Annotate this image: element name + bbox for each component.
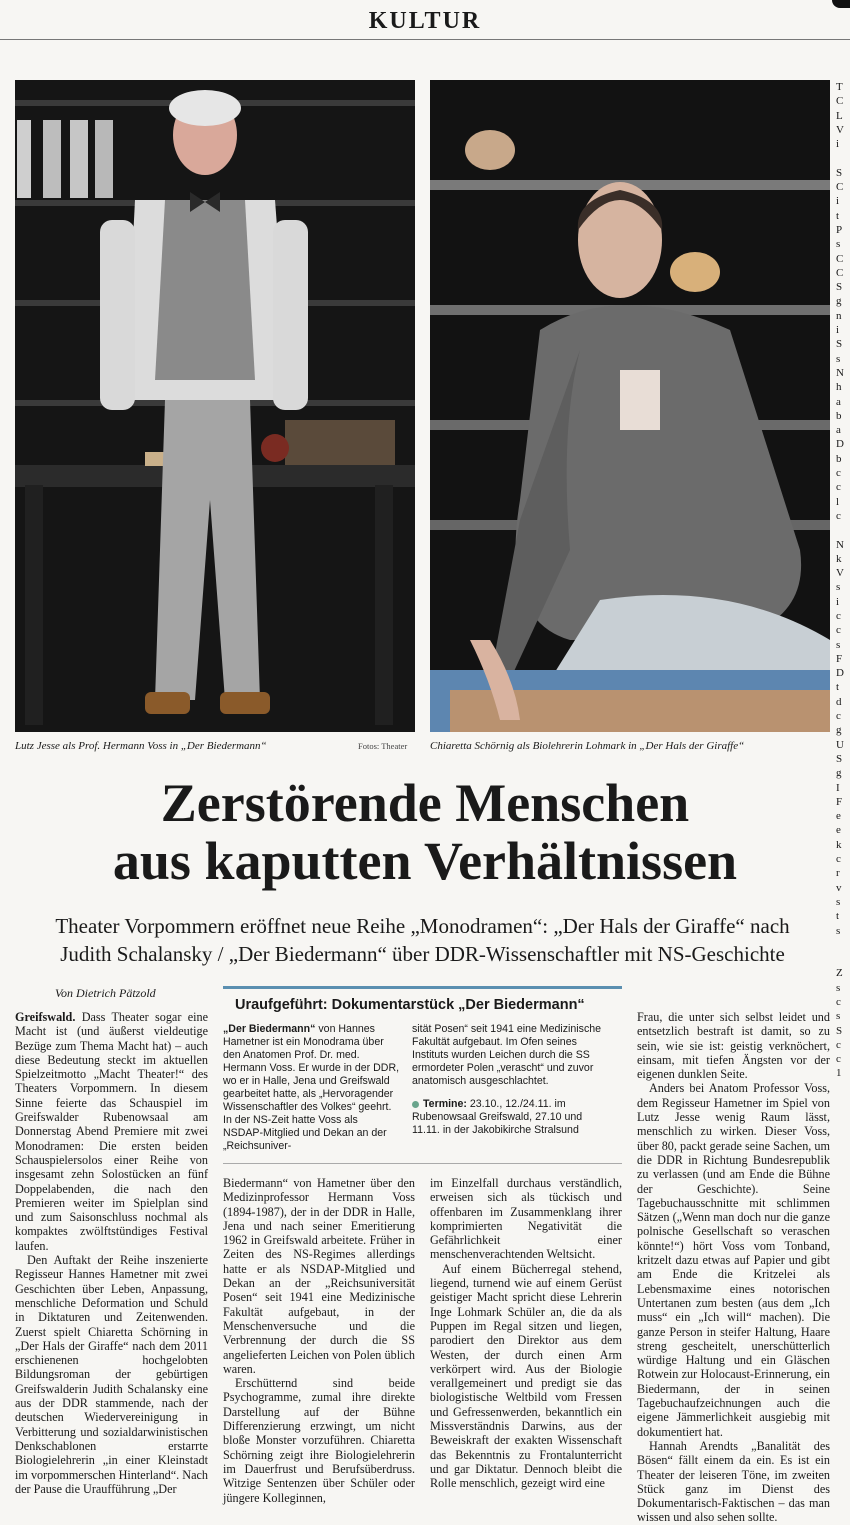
adjacent-article-fragment: C — [836, 95, 844, 108]
adjacent-article-fragment: r — [836, 867, 840, 880]
adjacent-article-fragment: S — [836, 752, 843, 765]
adjacent-article-fragment: a — [836, 395, 841, 408]
adjacent-article-fragment: S — [836, 338, 843, 351]
article-paragraph: Biedermann“ von Hametner über den Medizinprofessor Hermann Voss (1894-1987), der in der DDR in Halle, Jena und nach seiner Emeritierung 1962 in Greifswald arbeitete. Früher in Zeiten des NS-Regimes allerdings hatte er als NSDAP-Mitglied und Dekan an der „Reichsuniversität Posen“ seit 1941 eine Medizinische Fakultät aufgebaut, in der Menschenversuche und die Verbrennung der durch die SS angelieferten Leichen von Polen üblich waren. — [223, 1176, 415, 1376]
article-paragraph: Auf einem Bücherregal stehend, liegend, turnend wie auf einem Gerüst geistiger Macht spricht diese Lehrerin Inge Lohmark Schüler an, die da als Puppen im Regal sitzen und liegen, parodiert den Direktor aus dem Westen, der durch einen Arm verkörpert wird. Aus der Biologie verallgemeinert und predigt sie das biologistische Weltbild vom Fressen und Gefressenwerden, bekanntlich ein Missverständnis Darwins, aus der Beweiskraft der exakten Wissenschaft das Bekenntnis zu Frontalunterricht und gar Diktatur. Dennoch bleibt die Rolle menschlich, gezeigt wird eine — [430, 1261, 622, 1491]
info-box-text-right: sität Posen“ seit 1941 eine Medizinische Fakultät aufgebaut. Im Ofen seines Instituts wurden Leichen durch die SS ermordeter Polen „verascht“ und zuvor anatomisch ausgeschlachtet. Termine: 23.10., 12./24.11. im Rubenowsaal Greifswald, 27.10 und 11.11. in der Jakobikirche Stralsund — [412, 1023, 604, 1153]
adjacent-article-fragment: i — [836, 195, 840, 208]
adjacent-article-fragment: F — [836, 795, 843, 808]
photo-caption-right: Chiaretta Schörnig als Biolehrerin Lohmark in „Der Hals der Giraffe“ — [430, 740, 745, 752]
adjacent-article-fragment: a — [836, 424, 841, 437]
adjacent-article-fragment: c — [836, 1053, 841, 1066]
adjacent-article-fragment: s — [836, 1010, 841, 1023]
adjacent-article-fragment: h — [836, 381, 842, 394]
info-box-title: Uraufgeführt: Dokumentarstück „Der Biedermann“ — [235, 997, 585, 1013]
article-paragraph: Frau, die unter sich selbst leidet und entsetzlich bestraft ist damit, so zu sein, wie sie ist: geistig verknöchert, einsam, mit tiefen Ängsten vor der eigenen dunklen Seite. — [637, 1010, 830, 1082]
adjacent-article-fragment: g — [836, 724, 842, 737]
adjacent-article-fragment: s — [836, 352, 841, 365]
adjacent-article-fragment: s — [836, 638, 841, 651]
adjacent-article-fragment — [836, 938, 850, 952]
adjacent-article-fragment: b — [836, 409, 842, 422]
article-column-2 — [223, 1176, 415, 1505]
adjacent-article-fragment: g — [836, 295, 842, 308]
adjacent-article-fragment: T — [836, 81, 843, 93]
adjacent-article-fragment: i — [836, 138, 840, 151]
adjacent-article-fragment: V — [836, 567, 844, 580]
article-paragraph: Anders bei Anatom Professor Voss, dem Regisseur Hametner im Spiel von Lutz Jesse wenig Raum lässt, menschlich zu wirken. Dieser Voss, über 80, packt gerade seine Sachen, um die DDR in Richtung Bundesrepublik zu verlassen (und am Ende die Bühne der Geschichte). Seine Tagebuchausschnitte mit schlimmen Sätzen („Wenn man doch nur die ganze polnische Gesellschaft so veraschen könnte!“) hört Voss vom Tonband, kritzelt dazu etwas auf Papier und gibt am Ende die Kritzelei als Lebensmaxime eines notorischen Untertanen zum besten (aus dem „Ich muss“ ein „Ich will“ machen). Die ganze Person in steifer Haltung, Haare streng gescheitelt, unerschütterlich würdige Haltung und ein Gläschen Rotwein zur Holocaust-Erinnerung, ein Biedermann, der in seinen Tagebuchaufzeichnungen auch die eigene Jämmerlichkeit ausgiebig mit dokumentiert hat. — [637, 1081, 830, 1439]
adjacent-article-fragment: P — [836, 223, 843, 236]
adjacent-article-fragment: U — [836, 738, 844, 751]
info-box — [223, 986, 622, 1164]
adjacent-article-fragment: b — [836, 452, 842, 465]
adjacent-article-fragment: S — [836, 166, 843, 179]
article-column-1 — [15, 1010, 208, 1500]
headline-line2: aus kaputten Verhältnissen — [112, 831, 738, 891]
headline-line1: Zerstörende Menschen — [160, 773, 690, 833]
subheadline-line1: Theater Vorpommern eröffnet neue Reihe „Monodramen“: „Der Hals der Giraffe“ nach — [55, 914, 790, 938]
adjacent-article-fragment: s — [836, 238, 841, 251]
adjacent-article-fragment: c — [836, 1038, 841, 1051]
adjacent-article-fragment: i — [836, 595, 840, 608]
adjacent-article-fragment: 1 — [836, 1067, 842, 1080]
adjacent-article-fragment: s — [836, 924, 841, 937]
adjacent-article-fragment — [836, 952, 850, 966]
corner-mark — [832, 0, 850, 8]
adjacent-article-fragment: c — [836, 467, 841, 480]
photo-caption-left: Lutz Jesse als Prof. Hermann Voss in „Der Biedermann“ — [15, 740, 267, 752]
adjacent-article-fragment — [836, 523, 850, 537]
adjacent-article-fragment: d — [836, 695, 842, 708]
adjacent-article-fragment: s — [836, 981, 841, 994]
bullet-icon — [412, 1101, 419, 1108]
article-paragraph: Erschütternd sind beide Psychogramme, zumal ihre direkte Darstellung auf der Bühne Differenzierung erzwingt, um nicht bloße Monster vorzuführen. Chiaretta Schörning zeigt ihre Biologielehrerin im Dauerfrust und Berufsüberdruss. Witzige Sentenzen über Schüler oder jüngere Kolleginnen, — [223, 1376, 415, 1505]
adjacent-article-fragment: c — [836, 624, 841, 637]
adjacent-article-fragment: c — [836, 609, 841, 622]
adjacent-article-fragment: e — [836, 824, 841, 837]
adjacent-article-fragment: s — [836, 581, 841, 594]
adjacent-article-fragment: N — [836, 538, 844, 551]
adjacent-article-fragment: c — [836, 853, 841, 866]
subheadline-line2: Judith Schalansky / „Der Biedermann“ über DDR-Wissenschaftler mit NS-Geschichte — [60, 942, 785, 966]
adjacent-article-fragment: t — [836, 681, 840, 694]
photo-hals-der-giraffe — [430, 80, 830, 732]
adjacent-article-fragment: l — [836, 495, 840, 508]
adjacent-article-fragment: N — [836, 366, 844, 379]
article-paragraph: Den Auftakt der Reihe inszenierte Regisseur Hannes Hametner mit zwei Geschichten über Leben, Anpassung, menschliche Deformation und Schuld in Diktaturen und Zeitenwenden. Zuerst spielt Chiaretta Schörning in „Der Hals der Giraffe“ nach dem 2011 erschienenen hochgelobten Bildungsroman der gebürtigen Greifswalderin Judith Schalansky eine aus der DDR stammende, nach der deutschen Wiedervereinigung in Verbitterung und sozialdarwinistischen Denkschablonen erstarrte Biologielehrerin „in einer Kleinstadt im vorpommerschen Hinterland“. Nach der Pause die Uraufführung „Der — [15, 1253, 208, 1496]
adjacent-article-fragment: i — [836, 324, 840, 337]
article-paragraph: im Einzelfall durchaus verständlich, erweisen sich als tückisch und offenbaren im Zusammenklang ihrer komprimierten Negativität die Gefährlichkeit einer menschenverachtenden Weltsicht. — [430, 1176, 622, 1262]
article-paragraph: Hannah Arendts „Banalität des Bösen“ fällt einem da ein. Es ist ein Theater der leiseren Töne, im zweiten Stück ganz im Dienst des Dokumentarisch-Faktischen – das man wissen und also sehen sollte. — [637, 1438, 830, 1525]
article-column-4 — [637, 1010, 830, 1525]
adjacent-article-fragment: L — [836, 109, 843, 122]
adjacent-article-fragment: v — [836, 881, 842, 894]
adjacent-article-fragment — [836, 151, 850, 165]
dateline: Greifswald. — [15, 1010, 76, 1024]
article-column-3 — [430, 1176, 622, 1500]
adjacent-article-fragment: C — [836, 252, 844, 265]
adjacent-article-fragment: I — [836, 781, 840, 794]
info-box-bottom-rule — [223, 1163, 622, 1164]
adjacent-article-fragment: e — [836, 810, 841, 823]
adjacent-article-fragment: C — [836, 266, 844, 279]
adjacent-article-fragment: Z — [836, 967, 843, 980]
article-paragraph: Greifswald. Dass Theater sogar eine Macht ist (und äußerst vieldeutige Bezüge zum Thema Macht hat) – auch diese Bedeutung steckt im aktuellen Spielzeitmotto „Macht Theater!“ des Theaters Vorpommern. In diesem Sinne feierte das Schauspiel im Greifswalder Rubenowsaal am Donnerstag Abend Premiere mit zwei Monodramen: Die ersten beiden Schauspielersolos einer Reihe von insgesamt zehn Solostücken an fünf Doppelabenden, die nach den Premieren weiter im Spielplan sind und zum Saisonschluss nochmal als kompaktes zwölftstündiges Festival laufen. — [15, 1010, 208, 1253]
info-box-terms: Termine: 23.10., 12./24.11. im Rubenowsaal Greifswald, 27.10 und 11.11. in der Jakobikirche Stralsund — [412, 1098, 583, 1136]
adjacent-article-fragment: D — [836, 667, 844, 680]
subheadline — [15, 912, 830, 968]
adjacent-article-fragment: c — [836, 481, 841, 494]
section-title: KULTUR — [368, 8, 482, 34]
adjacent-article-fragment: t — [836, 910, 840, 923]
adjacent-article-fragment: g — [836, 767, 842, 780]
adjacent-article-fragment: S — [836, 281, 843, 294]
photo-credit: Fotos: Theater — [358, 741, 408, 751]
adjacent-article-fragment: D — [836, 438, 844, 451]
adjacent-article-fragment: V — [836, 123, 844, 136]
adjacent-article-fragment: c — [836, 996, 841, 1008]
adjacent-article-fragment: s — [836, 895, 841, 908]
photo-biedermann — [15, 80, 415, 732]
info-box-text-left: „Der Biedermann“ von Hannes Hametner ist ein Monodrama über den Anatomen Prof. Dr. med. Hermann Voss. Er wurde in der DDR, wo er in Halle, Jena und Greifswald gearbeitet hatte, als „Hervoragender Wissenschaftler des Volkes“ geehrt. In der NS-Zeit hatte Voss als NSDAP-Mitglied und Dekan an der „Reichsuniver- — [223, 1023, 400, 1152]
adjacent-article-fragment: k — [836, 838, 842, 851]
adjacent-article-fragment: t — [836, 209, 840, 222]
adjacent-article-fragment: k — [836, 552, 842, 565]
section-rule — [0, 39, 850, 40]
adjacent-article-fragment: n — [836, 309, 842, 322]
adjacent-article-fragment: c — [836, 509, 841, 522]
byline: Von Dietrich Pätzold — [55, 986, 156, 1000]
adjacent-article-fragment: c — [836, 710, 841, 723]
adjacent-article-fragment: F — [836, 652, 843, 665]
adjacent-article-fragment: S — [836, 1024, 843, 1037]
adjacent-article-strip — [836, 80, 850, 1510]
headline — [0, 774, 850, 890]
adjacent-article-fragment: C — [836, 181, 844, 194]
